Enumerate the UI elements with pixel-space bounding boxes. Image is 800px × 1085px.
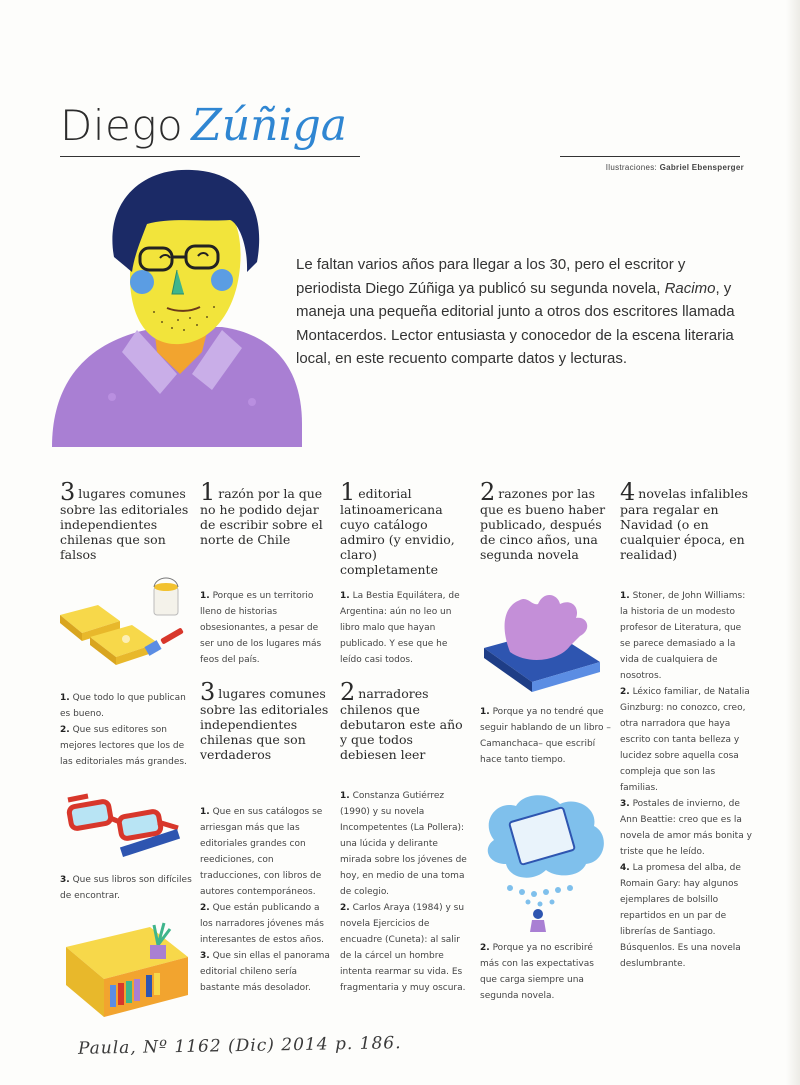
intro-text-2: , y maneja una pequeña editorial junto a otros dos escritores llamada Montacerdos. Lector entusiasta y conocedor de la escena literaria local, en este recuento comparte datos y lecturas. bbox=[296, 279, 735, 367]
list-item: 1. La Bestia Equilátera, de Argentina: aún no leo un libro malo que hayan publicado. Y ese que he leído casi todos. bbox=[340, 591, 460, 665]
list-item: 1. Porque es un territorio lleno de historias obsesionantes, a pesar de ser uno de los lugares más feos del país. bbox=[200, 591, 322, 665]
column-3-heading: 1 editorial latinoamericana cuyo catálogo admiro (y envidio, claro) completamente bbox=[340, 478, 455, 577]
column-3-heading-2: 2 narradores chilenos que debutaron este año y que todos debiesen leer bbox=[340, 678, 463, 762]
paint-can-icon bbox=[154, 578, 178, 615]
column-1-heading bbox=[60, 478, 192, 562]
list-item: 1. Que todo lo que publican es bueno. bbox=[60, 693, 186, 719]
list-item: 2. Léxico familiar, de Natalia Ginzburg: no conozco, creo, otra narradora que haya escrito con tanta belleza y lucidez sobre aquella cosa compleja que son las familias. bbox=[620, 687, 750, 793]
column-2-items bbox=[200, 588, 332, 668]
title-rule bbox=[60, 156, 360, 157]
list-item: 2. Porque ya no escribiré más con las expectativas que carga siempre una segunda novela. bbox=[480, 943, 594, 1001]
credit-name: Gabriel Ebensperger bbox=[659, 163, 744, 172]
title-first-name: Diego bbox=[60, 101, 184, 150]
list-item: 4. La promesa del alba, de Romain Gary: hay algunos ejemplares de bolsillo repartidos en un par de librerías de Santiago. Búsquenlos. Es una novela deslumbrante. bbox=[620, 863, 741, 969]
list-item: 1. Stoner, de John Williams: la historia de un modesto profesor de Literatura, que se parece demasiado a la vida de cualquiera de nosotros. bbox=[620, 591, 746, 681]
column-1-items-b bbox=[60, 872, 192, 904]
intro-paragraph bbox=[296, 253, 746, 371]
list-item: 2. Carlos Araya (1984) y su novela Ejercicios de encuadre (Cuneta): al salir de la cárcel un hombre intenta rearmar su vida. Es fragmentaria y muy oscura. bbox=[340, 903, 466, 993]
column-3-items-2 bbox=[340, 788, 472, 996]
title-last-name: Zúñiga bbox=[191, 100, 347, 151]
list-item: 3. Postales de invierno, de Ann Beattie: creo que es la novela de amor más bonita y triste que he leído. bbox=[620, 799, 752, 857]
column-2-heading-2: 3 lugares comunes sobre las editoriales independientes chilenas que son verdaderos bbox=[200, 678, 329, 762]
list-item: 2. Que están publicando a los narradores jóvenes más interesantes de estos años. bbox=[200, 903, 325, 945]
list-item: 3. Que sus libros son difíciles de encontrar. bbox=[60, 875, 192, 901]
handwritten-note: Paula, Nº 1162 (Dic) 2014 p. 186. bbox=[77, 1033, 402, 1059]
column-2 bbox=[200, 478, 332, 993]
column-1-heading-text: lugares comunes sobre las editoriales independientes chilenas que son falsos bbox=[60, 486, 189, 562]
intro-text-1: Le faltan varios años para llegar a los 30, pero el escritor y periodista Diego Zúñiga ya publicó su segunda novela, bbox=[296, 256, 686, 297]
thought-cloud-book-icon bbox=[480, 792, 612, 934]
intro-book-title: Racimo bbox=[664, 279, 716, 297]
column-1-number: 3 bbox=[60, 478, 76, 506]
hand-from-book-icon bbox=[480, 586, 612, 698]
page-title bbox=[60, 100, 347, 151]
list-item: 3. Que sin ellas el panorama editorial chileno sería bastante más desolador. bbox=[200, 951, 330, 993]
bookshelf-icon bbox=[60, 917, 190, 1017]
list-item: 1. Que en sus catálogos se arriesgan más que las editoriales grandes con reediciones, con traducciones, con libros de autores contemporáneos. bbox=[200, 807, 323, 897]
column-4 bbox=[480, 478, 612, 1001]
column-4-items-2 bbox=[480, 940, 612, 1004]
eyeglasses-icon bbox=[60, 782, 192, 862]
credit-rule bbox=[560, 156, 740, 157]
credit-label: Ilustraciones: bbox=[605, 163, 658, 172]
list-item: 2. Que sus editores son mejores lectores que los de las editoriales más grandes. bbox=[60, 725, 187, 767]
column-2-heading: 1 razón por la que no he podido dejar de escribir sobre el norte de Chile bbox=[200, 478, 323, 547]
column-5-items bbox=[620, 588, 752, 972]
gold-bars-icon bbox=[60, 577, 190, 677]
column-1 bbox=[60, 478, 192, 901]
column-1-items bbox=[60, 690, 192, 770]
column-4-items bbox=[480, 704, 612, 768]
list-item: 1. Porque ya no tendré que seguir hablando de un libro –Camanchaca– que escribí hace tanto tiempo. bbox=[480, 707, 611, 765]
column-5 bbox=[620, 478, 752, 969]
column-5-heading: 4 novelas infalibles para regalar en Navidad (o en cualquier época, en realidad) bbox=[620, 478, 749, 562]
portrait-illustration bbox=[52, 162, 302, 452]
column-3 bbox=[340, 478, 472, 993]
column-2-items-2 bbox=[200, 804, 332, 996]
list-item: 1. Constanza Gutiérrez (1990) y su novela Incompetentes (La Pollera): una lúcida y delirante mirada sobre los jóvenes de hoy, en medio de una toma de colegio. bbox=[340, 791, 467, 897]
illustration-credit bbox=[574, 163, 744, 172]
column-3-items bbox=[340, 588, 472, 668]
column-4-heading: 2 razones por las que es bueno haber publicado, después de cinco años, una segunda novela bbox=[480, 478, 606, 562]
page-edge bbox=[786, 0, 800, 1085]
